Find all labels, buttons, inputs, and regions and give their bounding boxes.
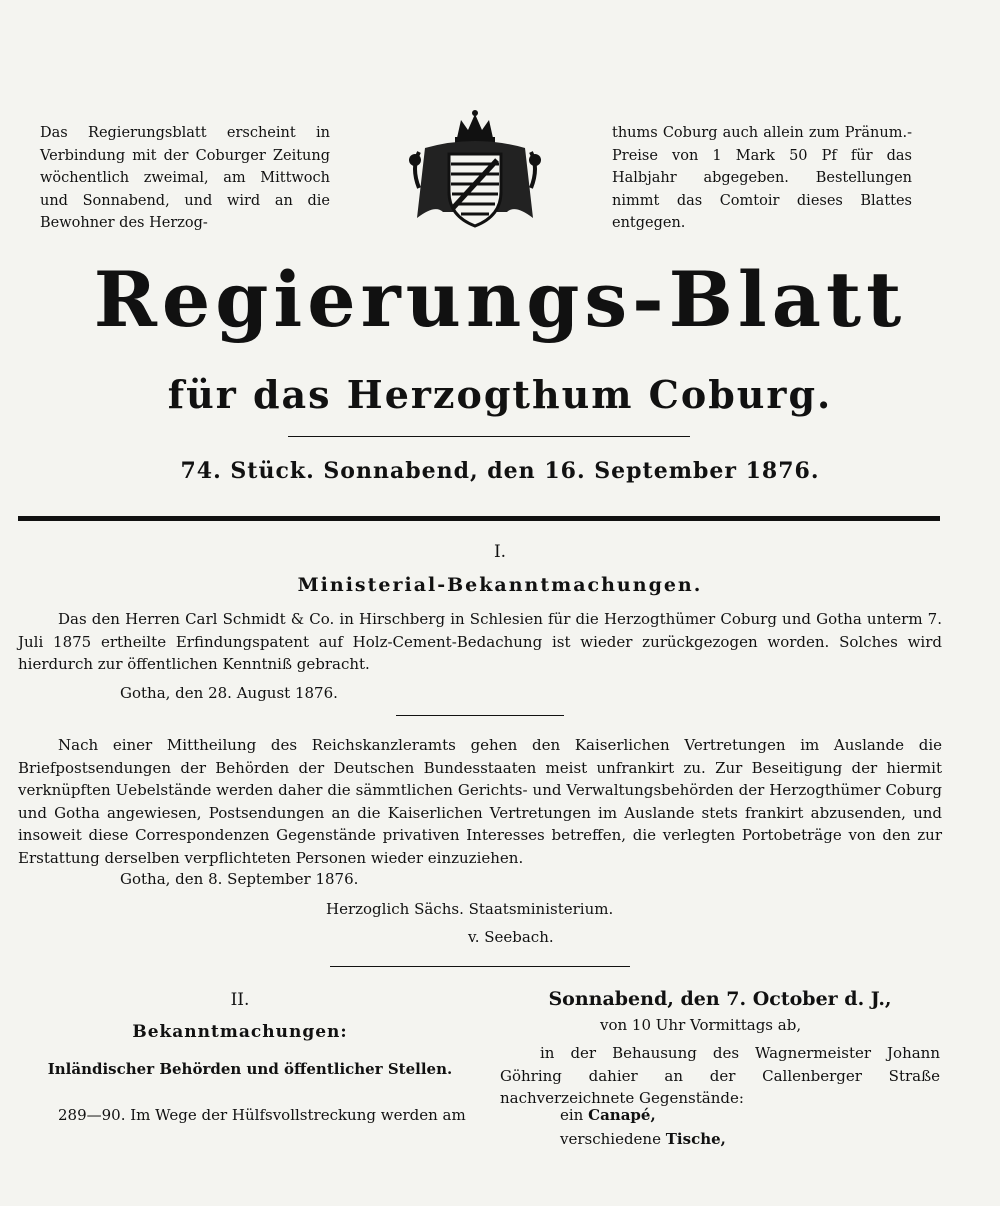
- divider: [396, 715, 564, 716]
- notice-date: Gotha, den 8. September 1876.: [120, 870, 359, 888]
- intro-left-text: Das Regierungsblatt erscheint in Verbindung mit der Coburger Zeitung wöchentlich zweimal, am Mittwoch und Sonnabend, und wird an die Bewohner des Herzog-: [40, 125, 330, 231]
- item-name: Canapé,: [588, 1106, 656, 1124]
- divider: [330, 966, 630, 967]
- masthead-title: Regierungs-Blatt: [93, 255, 907, 344]
- intro-right-text: thums Coburg auch allein zum Pränum.-Preise von 1 Mark 50 Pf für das Halbjahr abgegeben. Bestellungen nimmt das Comtoir dieses Blattes entgegen.: [612, 125, 912, 231]
- signature: v. Seebach.: [468, 928, 554, 946]
- ducal-crest-icon: [405, 108, 545, 233]
- auction-time: von 10 Uhr Vormittags ab,: [600, 1016, 802, 1034]
- notice-auction-start: 289—90. Im Wege der Hülfsvollstreckung werden am: [58, 1106, 466, 1124]
- notice-postage: Nach einer Mittheilung des Reichskanzleramts gehen den Kaiserlichen Vertretungen im Auslande die Briefpostsendungen der Behörden der Deutschen Bundesstaaten meist unfrankirt zu. Zur Beseitigung der hiermit verknüpften Uebelstände werden daher die sämmtlichen Gerichts- und Verwaltungsbehörden der Herzogthümer Coburg und Gotha angewiesen, Postsendungen an die Kaiserlichen Vertretungen im Auslande stets frankirt abzusenden, und insoweit diese Correspondenzen Gegenstände privativen Interesses betreffen, die verlegten Portobeträge von den zur Erstattung derselben verpflichteten Personen wieder einzuziehen.: [18, 736, 942, 867]
- auction-item: [560, 1106, 656, 1124]
- divider: [288, 436, 690, 437]
- intro-right: [612, 122, 912, 235]
- intro-left: [40, 122, 330, 235]
- section-subheading: Inländischer Behörden und öffentlicher Stellen.: [47, 1060, 453, 1078]
- item-prefix: ein: [560, 1106, 584, 1124]
- notice-date: Gotha, den 28. August 1876.: [120, 684, 338, 702]
- item-prefix: verschiedene: [560, 1130, 661, 1148]
- section-number: II.: [230, 990, 250, 1010]
- auction-location: in der Behausung des Wagnermeister Johann Göhring dahier an der Callenberger Straße nachverzeichnete Gegenstände:: [500, 1044, 940, 1107]
- auction-item: [560, 1130, 726, 1148]
- ministry-name: Herzoglich Sächs. Staatsministerium.: [326, 900, 614, 918]
- notice-patent: Das den Herren Carl Schmidt & Co. in Hirschberg in Schlesien für die Herzogthümer Coburg und Gotha unterm 7. Juli 1875 ertheilte Erfindungspatent auf Holz-Cement-Bedachung ist wieder zurückgezogen worden. Solches wird hierdurch zur öffentlichen Kenntniß gebracht.: [18, 610, 942, 673]
- issue-line: 74. Stück. Sonnabend, den 16. September 1876.: [180, 458, 820, 484]
- auction-date: Sonnabend, den 7. October d. J.,: [548, 988, 892, 1010]
- item-name: Tische,: [665, 1130, 726, 1148]
- section-heading: Ministerial-Bekanntmachungen.: [297, 574, 703, 596]
- thick-divider: [18, 516, 940, 521]
- masthead-subtitle: für das Herzogthum Coburg.: [167, 372, 833, 417]
- section-heading: Bekanntmachungen:: [132, 1022, 348, 1042]
- section-number: I.: [493, 542, 507, 562]
